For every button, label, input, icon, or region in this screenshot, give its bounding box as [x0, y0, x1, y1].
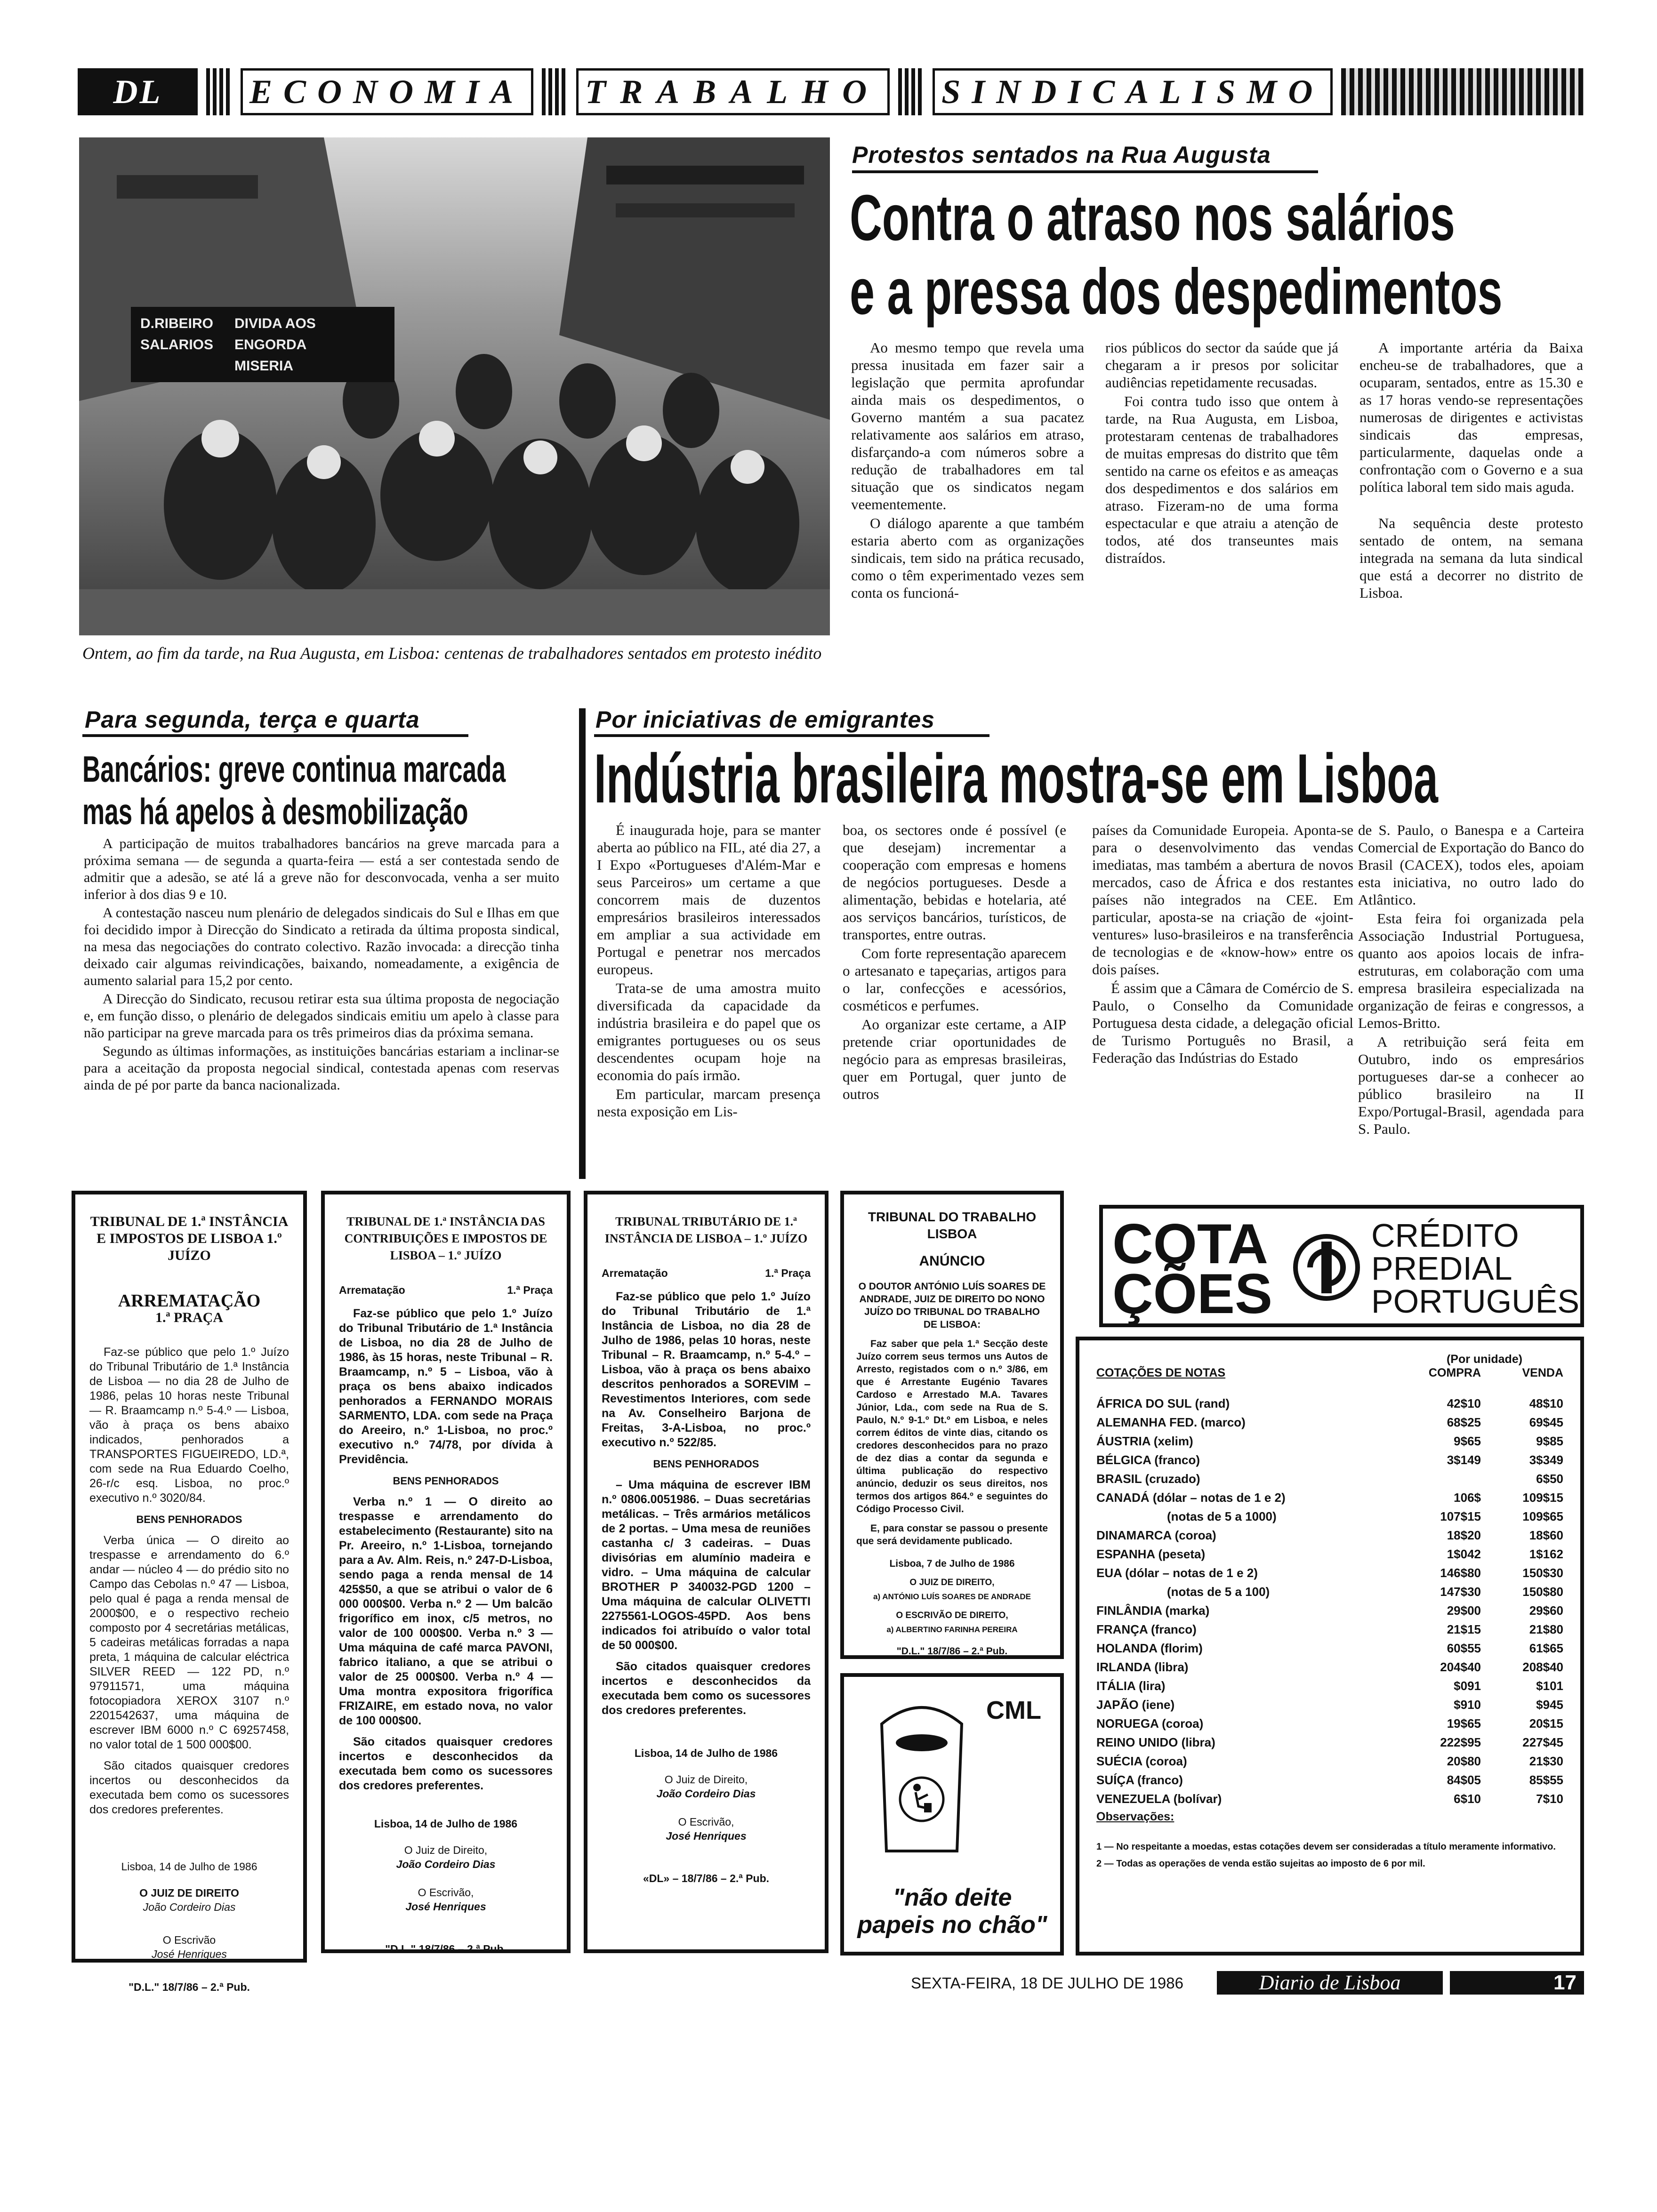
rate-name: HOLANDA (florim)	[1096, 1641, 1203, 1655]
rate-name: JAPÃO (iene)	[1096, 1697, 1175, 1712]
rates-rows	[1096, 1394, 1563, 1808]
ad-text	[602, 1290, 811, 1718]
ad-label-left: Arrematação	[339, 1284, 405, 1296]
ad-court: TRIBUNAL DO TRABALHO LISBOA	[868, 1210, 1037, 1241]
ad-section: BENS PENHORADOS	[136, 1514, 242, 1525]
ad-clerk: a) ALBERTINO FARINHA PEREIRA	[886, 1625, 1018, 1634]
bank-name-line2: PREDIAL	[1371, 1250, 1512, 1287]
rate-row	[1096, 1771, 1563, 1789]
rate-buy: 106$	[1454, 1490, 1481, 1505]
paragraph: de S. Paulo, o Banespa e a Carteira Comercial de Exportação do Banco do Brasil (CACEX), todos eles, apoiam esta iniciativa, no outro lado do Atlântico.	[1358, 822, 1584, 908]
cml-slogan	[853, 1884, 1051, 1939]
rate-buy: 107$15	[1440, 1509, 1481, 1523]
rate-sell: 20$15	[1529, 1716, 1563, 1731]
rate-sell: 21$30	[1529, 1754, 1563, 1768]
ad-paragraph: – Uma máquina de escrever IBM n.º 0806.0051986. – Duas secretárias metálicas. – Três armários metálicos de 2 portas. – Uma mesa de reuniões castanha c/ 3 cadeiras. – Duas divisórias em alumínio madeira e vidro. – Uma máquina de calcular BROTHER P 340032-PGD 1200 – Uma máquina de calcular OLIVETTI 2275561-LOGOS-45PD. Aos bens indicados foi atribuído o valor total de 50 000$00.	[602, 1478, 811, 1652]
ad-judge: a) ANTÓNIO LUÍS SOARES DE ANDRADE	[873, 1592, 1031, 1601]
ad-paragraph: Verba n.º 1 — O direito ao trespasse e arrendamento do estabelecimento (Restaurante) sito na Pr. Areeiro, n.º 1-Lisboa, tornejando para a Av. Alm. Reis, n.º 247-D-Lisboa, sendo paga a renda mensal de 14 425$50, a que se atribui o valor de 6 000 000$00. Verba n.º 2 — Um balcão frigorífico em inox, c/5 metros, no valor de 100 000$00. Verba n.º 3 — Uma máquina de café marca PAVONI, fabrico italiano, a que se atribui o valor de 25 000$00. Verba n.º 4 — Uma montra expositora frigorífica FRIZAIRE, em estado nova, no valor de 100 000$00.	[339, 1495, 553, 1727]
rate-row	[1096, 1676, 1563, 1695]
rate-sell: 109$15	[1522, 1490, 1563, 1505]
rate-sell: 3$349	[1529, 1452, 1563, 1467]
rates-note-1: 1 — No respeitante a moedas, estas cotações devem ser consideradas a título meramente informativo.	[1096, 1842, 1556, 1852]
ad-clerk-title: O Escrivão	[162, 1934, 216, 1946]
section-masthead	[78, 66, 1584, 118]
paragraph: A importante artéria da Baixa encheu-se de trabalhadores, que a ocuparam, sentados, entre as 15.30 e as 17 horas vendo-se representações numerosas de dirigentes e activistas sindicais das empresas, particularmente, daquelas onde a confrontação com o Governo e a sua política laboral tem sido mais aguda.	[1359, 339, 1583, 495]
rate-name: DINAMARCA (coroa)	[1096, 1528, 1216, 1542]
paragraph: Trata-se de uma amostra muito diversificada da capacidade da indústria brasileira e do papel que os emigrantes portugueses ou os seus descendentes ocupam hoje na economia do país irmão.	[597, 980, 820, 1083]
ad-court: TRIBUNAL DE 1.ª INSTÂNCIA E IMPOSTOS DE LISBOA 1.º JUÍZO	[90, 1214, 289, 1263]
ad-clerk: José Henriques	[405, 1900, 486, 1913]
ad-judge-title: O JUIZ DE DIREITO	[139, 1887, 239, 1899]
ad-court: TRIBUNAL TRIBUTÁRIO DE 1.ª INSTÂNCIA DE LISBOA – 1.º JUÍZO	[604, 1215, 808, 1245]
ad-judge-title: O Juiz de Direito,	[404, 1844, 488, 1856]
rate-sell: 61$65	[1529, 1641, 1563, 1655]
ad-text	[89, 1345, 289, 1817]
ad-date: Lisboa, 14 de Julho de 1986	[374, 1818, 518, 1830]
kicker-rule	[594, 734, 989, 737]
rate-buy: 147$30	[1440, 1584, 1481, 1599]
cml-slogan-line2: papeis no chão"	[857, 1911, 1047, 1939]
story2-kicker: Para segunda, terça e quarta	[85, 706, 420, 733]
footer-paper-name: Diario de Lisboa	[1217, 1971, 1443, 1995]
rate-sell: 18$60	[1529, 1528, 1563, 1542]
masthead-trabalho: TRABALHO	[576, 68, 890, 115]
paragraph: A participação de muitos trabalhadores bancários na greve marcada para a próxima semana — de segunda a quarta-feira — está a ser contestada sendo de admitir que a adesão, se até lá a greve não for desconvocada, venha a ser muito inferior à dos dias 9 e 10.	[84, 836, 559, 902]
rates-per-unit: (Por unidade)	[1446, 1353, 1523, 1366]
rate-buy: 1$042	[1447, 1547, 1481, 1561]
rates-title: COTAÇÕES DE NOTAS	[1096, 1366, 1226, 1379]
rate-buy: 20$80	[1447, 1754, 1481, 1768]
footer-page-number: 17	[1450, 1971, 1584, 1995]
paragraph: A Direcção do Sindicato, recusou retirar esta sua última proposta de negociação e, em função disso, o plenário de delegados sindicais emitiu um apelo à classe para não participar na greve marcada para os três primeiros dias da próxima semana.	[84, 991, 559, 1041]
rates-columns	[1406, 1353, 1563, 1380]
paragraph: O diálogo aparente a que também estaria aberto com as organizações sindicais, tem sido na prática recusado, como o têm experimentado vezes sem conta os funcioná-	[851, 515, 1084, 601]
legal-notice-1	[72, 1191, 307, 1993]
rate-buy: 146$80	[1440, 1565, 1481, 1580]
rates-banner	[1099, 1205, 1584, 1327]
rates-col-buy: COMPRA	[1428, 1366, 1481, 1379]
rate-sell: 69$45	[1529, 1415, 1563, 1429]
rate-sell: 85$55	[1529, 1772, 1563, 1787]
rate-name: BÉLGICA (franco)	[1096, 1452, 1200, 1467]
rate-buy: 84$05	[1447, 1772, 1481, 1787]
rate-name: BRASIL (cruzado)	[1096, 1471, 1200, 1486]
exchange-rates-table	[1076, 1337, 1584, 1956]
paragraph: É inaugurada hoje, para se manter aberta ao público na FIL, até dia 27, a I Expo «Portugueses d'Além-Mar e seus Parceiros» um certame a que concorrem mais de duzentos empresários brasileiros interessados em ampliar a sua actividade em Portugal e penetrar nos mercados europeus.	[597, 822, 820, 978]
legal-notice-2	[321, 1191, 571, 1953]
story1-headline-line2: e a pressa dos despedimentos	[850, 256, 1503, 328]
ad-clerk-title: O Escrivão,	[418, 1886, 474, 1899]
masthead-logo: DL	[78, 68, 198, 115]
ad-paragraph: Faz saber que pela 1.ª Secção deste Juízo correm seus termos uns Autos de Arresto, registados com o n.º 3/86, em que é Arrestante Eugénio Tavares Cardoso e Arrestado M.A. Tavares Júnior, Lda., com sede na Rua de S. Paulo, N.º 9-1.º Dt.º em Lisboa, e neles correm éditos de vinte dias, citando os credores desconhecidos para no prazo de dez dias a contar da segunda e última publicação do respectivo anúncio, deduzir os seus direitos, nos termos dos artigos 864.º e seguintes do Código Processo Civil.	[856, 1338, 1048, 1515]
ad-title: ARREMATAÇÃO	[118, 1291, 261, 1311]
rate-name: ITÁLIA (lira)	[1096, 1678, 1166, 1693]
paragraph: boa, os sectores onde é possível (e que desejam) incrementar a cooperação com empresas e homens de negócios portugueses. Desde a alimentação, bebidas e hotelaria, até aos serviços bancários, turísticos, de transportes, entre outras.	[843, 822, 1066, 943]
rate-name: FRANÇA (franco)	[1096, 1622, 1197, 1636]
rate-name: ÁFRICA DO SUL (rand)	[1096, 1396, 1230, 1411]
story1-headline-line1: Contra o atraso nos salários	[850, 182, 1455, 254]
rate-row	[1096, 1733, 1563, 1752]
rate-buy: 21$15	[1447, 1622, 1481, 1636]
rate-row	[1096, 1451, 1563, 1469]
rate-sell: 9$85	[1536, 1434, 1563, 1448]
legal-notice-3	[584, 1191, 828, 1953]
paragraph: A contestação nasceu num plenário de delegados sindicais do Sul e Ilhas em que foi decidido impor à Direcção do Sindicato a retirada da última proposta sindical, na mesa das negociações do contrato colectivo. Razão invocada: a direcção tinha deixado cair algumas reivindicações, baixando, nomeadamente, a exigência de aumento salarial para 15,2 por cento.	[84, 905, 559, 988]
ad-ref: «DL» – 18/7/86 – 2.ª Pub.	[643, 1872, 770, 1884]
ad-labels	[339, 1283, 553, 1297]
story3-headline: Indústria brasileira mostra-se em Lisboa	[594, 740, 1438, 817]
paragraph: Segundo as últimas informações, as instituições bancárias estariam a inclinar-se para a aceitação da proposta negocial sindical, contestada apenas com reservas ainda de pé por parte da banca nacionalizada.	[84, 1043, 559, 1093]
rate-sell: 29$60	[1529, 1603, 1563, 1618]
ad-judge-title: O Juiz de Direito,	[664, 1773, 748, 1786]
masthead-end-pattern	[1341, 68, 1584, 115]
paragraph: países da Comunidade Europeia. Aponta-se para o desenvolvimento das vendas imediatas, mas também a abertura de novos mercados, caso de África e dos restantes países não integrados na CEE. Em particular, aposta-se na criação de «joint-ventures» luso-brasileiros e na transferência de tecnologias e de «know-how» entre os dois países.	[1092, 822, 1353, 978]
rate-buy: 19$65	[1447, 1716, 1481, 1731]
rate-buy: 18$20	[1447, 1528, 1481, 1542]
rate-buy: 222$95	[1440, 1735, 1481, 1749]
bank-name-line1: CRÉDITO	[1371, 1217, 1519, 1254]
rate-sell: $945	[1536, 1697, 1563, 1712]
ad-title: ANÚNCIO	[919, 1253, 985, 1269]
masthead-separator	[898, 68, 924, 115]
paragraph: Foi contra tudo isso que ontem à tarde, na Rua Augusta, em Lisboa, protestaram centenas de trabalhadores de muitas empresas do distrito que têm sentido na carne os efeitos e as ameaças dos despedimentos e dos salários em atraso. Fizeram-no de uma forma espectacular e que atraiu a atenção de todos, até dos transeuntes mais distraídos.	[1105, 393, 1338, 566]
rate-buy: 29$00	[1447, 1603, 1481, 1618]
cml-label: CML	[986, 1696, 1041, 1724]
rate-name: VENEZUELA (bolívar)	[1096, 1791, 1222, 1806]
rate-row	[1096, 1714, 1563, 1733]
rates-column-headers	[1406, 1366, 1563, 1380]
rate-buy: 204$40	[1440, 1659, 1481, 1674]
story2-body	[84, 835, 559, 1095]
paragraph: É assim que a Câmara de Comércio de S. Paulo, o Conselho da Comunidade Portuguesa desta cidade, a delegação oficial de Turismo Português no Brasil, a Federação das Indústrias do Estado	[1092, 980, 1353, 1066]
bank-name	[1371, 1219, 1579, 1318]
rate-row	[1096, 1582, 1563, 1601]
story3-kicker: Por iniciativas de emigrantes	[595, 706, 935, 733]
rate-name: ÁUSTRIA (xelim)	[1096, 1434, 1193, 1448]
story1-column-2	[1105, 339, 1338, 568]
rate-row	[1096, 1545, 1563, 1563]
ad-judge: João Cordeiro Dias	[656, 1787, 756, 1800]
rates-notes-title: Observações:	[1096, 1810, 1174, 1823]
rate-row	[1096, 1488, 1563, 1507]
rate-name: IRLANDA (libra)	[1096, 1659, 1189, 1674]
masthead-economia: ECONOMIA	[241, 68, 533, 115]
placard-text: ENGORDA	[234, 337, 307, 353]
paragraph: Em particular, marcam presença nesta exposição em Lis-	[597, 1086, 820, 1120]
ad-court: TRIBUNAL DE 1.ª INSTÂNCIA DAS CONTRIBUIÇÕES E IMPOSTOS DE LISBOA – 1.º JUÍZO	[344, 1215, 547, 1262]
rate-row	[1096, 1658, 1563, 1676]
ad-ref: "D.L." 18/7/86 – 2.ª Pub.	[896, 1646, 1008, 1657]
rate-name: REINO UNIDO (libra)	[1096, 1735, 1215, 1749]
ad-section: BENS PENHORADOS	[653, 1458, 759, 1470]
legal-notice-4	[840, 1191, 1064, 1659]
paragraph: A retribuição será feita em Outubro, indo os empresários portugueses dar-se a conhecer ao público brasileiro na II Expo/Portugal-Brasil, agendada para S. Paulo.	[1358, 1034, 1584, 1137]
paragraph: rios públicos do sector da saúde que já chegaram a ir presos por solicitar audiências repetidamente recusadas.	[1105, 339, 1338, 391]
rate-sell: 109$65	[1522, 1509, 1563, 1523]
rate-sell: 208$40	[1522, 1659, 1563, 1674]
rate-row	[1096, 1563, 1563, 1582]
ad-judge: João Cordeiro Dias	[396, 1858, 496, 1870]
ad-ref: "D.L." 18/7/86 – 2.ª Pub.	[129, 1981, 250, 1993]
story3-column-3	[1092, 821, 1353, 1068]
litter-bin-icon	[872, 1691, 971, 1860]
rate-name: (notas de 5 a 100)	[1167, 1584, 1270, 1599]
rate-buy: 68$25	[1447, 1415, 1481, 1429]
ad-date: Lisboa, 14 de Julho de 1986	[121, 1860, 257, 1873]
masthead-sindicalismo: SINDICALISMO	[933, 68, 1333, 115]
ad-paragraph: E, para constar se passou o presente que será devidamente publicado.	[856, 1523, 1048, 1547]
story3-column-1	[597, 821, 820, 1122]
paragraph: Esta feira foi organizada pela Associação Industrial Portuguesa, quanto aos apoios locais de infra-estruturas, em colaboração com uma empresa brasileira especializada na organização de feiras e congressos, a Lemos-Britto.	[1358, 910, 1584, 1031]
rate-sell: $101	[1536, 1678, 1563, 1693]
ad-judge-title: O JUIZ DE DIREITO,	[909, 1578, 995, 1587]
rate-row	[1096, 1432, 1563, 1451]
footer-date: SEXTA-FEIRA, 18 DE JULHO DE 1986	[911, 1974, 1183, 1992]
rate-buy: 9$65	[1454, 1434, 1481, 1448]
ad-intro: O DOUTOR ANTÓNIO LUÍS SOARES DE ANDRADE, JUIZ DE DIREITO DO NONO JUÍZO DO TRIBUNAL DO TRABALHO DE LISBOA:	[858, 1281, 1046, 1330]
rate-buy: 3$149	[1447, 1452, 1481, 1467]
cml-slogan-line1: "não deite	[893, 1884, 1012, 1911]
rate-name: ESPANHA (peseta)	[1096, 1547, 1206, 1561]
rate-row	[1096, 1394, 1563, 1413]
rate-name: CANADÁ (dólar – notas de 1 e 2)	[1096, 1490, 1286, 1505]
rate-name: ALEMANHA FED. (marco)	[1096, 1415, 1246, 1429]
masthead-separator	[542, 68, 568, 115]
rate-buy: $910	[1454, 1697, 1481, 1712]
protest-photo	[79, 137, 830, 635]
story1-column-3	[1359, 339, 1583, 603]
rate-sell: 150$30	[1522, 1565, 1563, 1580]
kicker-rule	[82, 734, 468, 737]
ad-paragraph: Faz-se público que pelo 1.º Juízo do Tribunal Tributário de 1.ª Instância de Lisboa, no dia 28 de Julho de 1986, pelas 10 horas, neste Tribunal – R. Braamcamp, n.º 5-4.º – Lisboa, vão à praça os bens abaixo descritos penhorados a SOREVIM – Revestimentos Interiores, com sede na Av. Conselheiro Barjona de Freitas, 3-A-Lisboa, no proc.º executivo n.º 522/85.	[602, 1290, 811, 1449]
rate-name: NORUEGA (coroa)	[1096, 1716, 1204, 1731]
rate-row	[1096, 1413, 1563, 1432]
rate-sell: 48$10	[1529, 1396, 1563, 1411]
rate-row	[1096, 1639, 1563, 1658]
rate-row	[1096, 1620, 1563, 1639]
rate-row	[1096, 1601, 1563, 1620]
bank-name-line3: PORTUGUÊS	[1371, 1283, 1580, 1320]
paragraph: Na sequência deste protesto sentado de ontem, na semana integrada na semana da luta sindical que está a decorrer no distrito de Lisboa.	[1359, 515, 1583, 601]
ad-paragraph: Faz-se público que pelo 1.º Juízo do Tribunal Tributário de 1.ª Instância de Lisboa, no dia 28 de Julho de 1986, às 15 horas, neste Tribunal – R. Braamcamp, n.º 5 – Lisboa, vão à praça os bens abaixo indicados penhorados a FERNANDO MORAIS SARMENTO, LDA. com sede na Praça do Areeiro, n.º 1-Lisboa, no proc.º executivo n.º 74/78, por dívida à Previdência.	[339, 1307, 553, 1466]
rate-row	[1096, 1789, 1563, 1808]
paragraph: Com forte representação aparecem o artesanato e tapeçarias, artigos para o lar, confecções e acessórios, cosméticos e perfumes.	[843, 945, 1066, 1014]
paragraph: Ao organizar este certame, a AIP pretende criar oportunidades de negócio para as empresas brasileiras, quer em Portugal, quer junto de outros	[843, 1016, 1066, 1102]
rates-banner-word2: ÇÕES	[1112, 1262, 1273, 1325]
rate-row	[1096, 1526, 1563, 1545]
rate-buy: 42$10	[1447, 1396, 1481, 1411]
ad-paragraph: São citados quaisquer credores incertos e desconhecidos da executada bem como os sucessores dos credores preferentes.	[339, 1735, 553, 1792]
ad-clerk-title: O Escrivão,	[678, 1816, 734, 1828]
story1-column-1	[851, 339, 1084, 603]
ad-paragraph: São citados quaisquer credores incertos ou desconhecidos da executada bem como os sucessores dos credores preferentes.	[89, 1759, 289, 1816]
rate-sell: 1$162	[1529, 1547, 1563, 1561]
story2-headline-line1: Bancários: greve continua marcada	[82, 748, 506, 790]
rates-banner-word	[1112, 1212, 1273, 1325]
story2-headline-line2: mas há apelos à desmobilização	[82, 791, 468, 832]
ad-subtitle: 1.ª PRAÇA	[155, 1310, 223, 1325]
cml-ad	[840, 1673, 1064, 1956]
bank-logo-icon	[1291, 1232, 1362, 1303]
rate-name: (notas de 5 a 1000)	[1167, 1509, 1277, 1523]
ad-label-left: Arrematação	[602, 1267, 668, 1279]
rate-buy: 60$55	[1447, 1641, 1481, 1655]
ad-clerk: José Henriques	[152, 1948, 227, 1960]
rate-sell: 7$10	[1536, 1791, 1563, 1806]
placard-text: D.RIBEIRO	[140, 316, 214, 331]
rates-header	[1096, 1353, 1563, 1380]
ad-label-right: 1.ª Praça	[507, 1284, 553, 1296]
paragraph: Ao mesmo tempo que revela uma pressa inusitada em fazer sair a legislação que permita aprofundar ainda mais os despedimentos, o Governo mantém a sua pacatez relativamente aos salários em atraso, disfarçando-a com números sobre a redução de trabalhadores em tal situação que os sindicatos negam veementemente.	[851, 339, 1084, 513]
ad-ref: "D.L." 18/7/86 – 2.ª Pub.	[385, 1943, 507, 1955]
ad-judge: João Cordeiro Dias	[143, 1901, 236, 1913]
rate-name: FINLÂNDIA (marka)	[1096, 1603, 1210, 1618]
rate-name: SUÉCIA (coroa)	[1096, 1754, 1187, 1768]
ad-paragraph: Verba única — O direito ao trespasse e arrendamento do 6.º andar — núcleo 4 — do prédio sito no Campo das Cebolas n.º 47 — Lisboa, pelo qual é paga a renda mensal de 2000$00, e o respectivo recheio composto por 4 secretárias metálicas, 5 cadeiras metálicas forradas a napa preta, 1 máquina de calcular eléctrica SILVER REED — 122 PD, n.º 97911571, uma máquina fotocopiadora XEROX 3107 n.º 2201542637, uma máquina de escrever IBM 6000 n.º C 69257458, no valor total de 1 500 000$00.	[89, 1534, 289, 1751]
rate-sell: 227$45	[1522, 1735, 1563, 1749]
ad-paragraph: Faz-se público que pelo 1.º Juízo do Tribunal Tributário de 1.ª Instância de Lisboa — no dia 28 de Julho de 1986, pelas 10 horas neste Tribunal — R. Braamcamp n.º 5-4.º — Lisboa, vão à praça os bens abaixo indicados, penhorados a TRANSPORTES FIGUEIREDO, LD.ª, com sede na Rua Eduardo Coelho, 26-r/c esq. Lisboa, no proc.º executivo n.º 3020/84.	[89, 1346, 289, 1505]
photo-caption: Ontem, ao fim da tarde, na Rua Augusta, em Lisboa: centenas de trabalhadores sentados em protesto inédito	[82, 644, 822, 663]
rate-row	[1096, 1469, 1563, 1488]
story1-kicker: Protestos sentados na Rua Augusta	[852, 142, 1271, 168]
kicker-rule	[852, 170, 1318, 173]
rate-buy: 6$10	[1454, 1791, 1481, 1806]
ad-date: Lisboa, 14 de Julho de 1986	[634, 1747, 778, 1759]
ad-labels	[602, 1266, 811, 1280]
ad-paragraph: São citados quaisquer credores incertos e desconhecidos da executada bem como os sucessores dos credores preferentes.	[602, 1660, 811, 1717]
rate-buy: $091	[1454, 1678, 1481, 1693]
rate-name: EUA (dólar – notas de 1 e 2)	[1096, 1565, 1258, 1580]
ad-clerk-title: O ESCRIVÃO DE DIREITO,	[896, 1611, 1008, 1620]
rate-sell: 150$80	[1522, 1584, 1563, 1599]
ad-text	[856, 1338, 1048, 1547]
ad-date: Lisboa, 7 de Julho de 1986	[889, 1558, 1015, 1569]
story3-column-2	[843, 821, 1066, 1104]
ad-section: BENS PENHORADOS	[393, 1475, 499, 1487]
placard-text: MISERIA	[234, 358, 294, 374]
placard-text: DIVIDA AOS	[234, 316, 316, 331]
rates-note-2: 2 — Todas as operações de venda estão sujeitas ao imposto de 6 por mil.	[1096, 1859, 1425, 1869]
rate-sell: 21$80	[1529, 1622, 1563, 1636]
rate-name: SUÍÇA (franco)	[1096, 1772, 1183, 1787]
rate-row	[1096, 1695, 1563, 1714]
placard-text: SALARIOS	[140, 337, 214, 353]
rates-col-sell: VENDA	[1522, 1366, 1563, 1379]
rates-banner-word1: COTA	[1112, 1212, 1269, 1275]
protest-photo-image	[79, 137, 830, 635]
ad-clerk: José Henriques	[666, 1830, 747, 1842]
rate-row	[1096, 1507, 1563, 1526]
story3-column-4	[1358, 821, 1584, 1139]
column-rule	[579, 708, 586, 1179]
rate-row	[1096, 1752, 1563, 1771]
ad-text	[339, 1306, 553, 1793]
ad-label-right: 1.ª Praça	[765, 1267, 811, 1279]
masthead-separator	[206, 68, 232, 115]
rate-sell: 6$50	[1536, 1471, 1563, 1486]
